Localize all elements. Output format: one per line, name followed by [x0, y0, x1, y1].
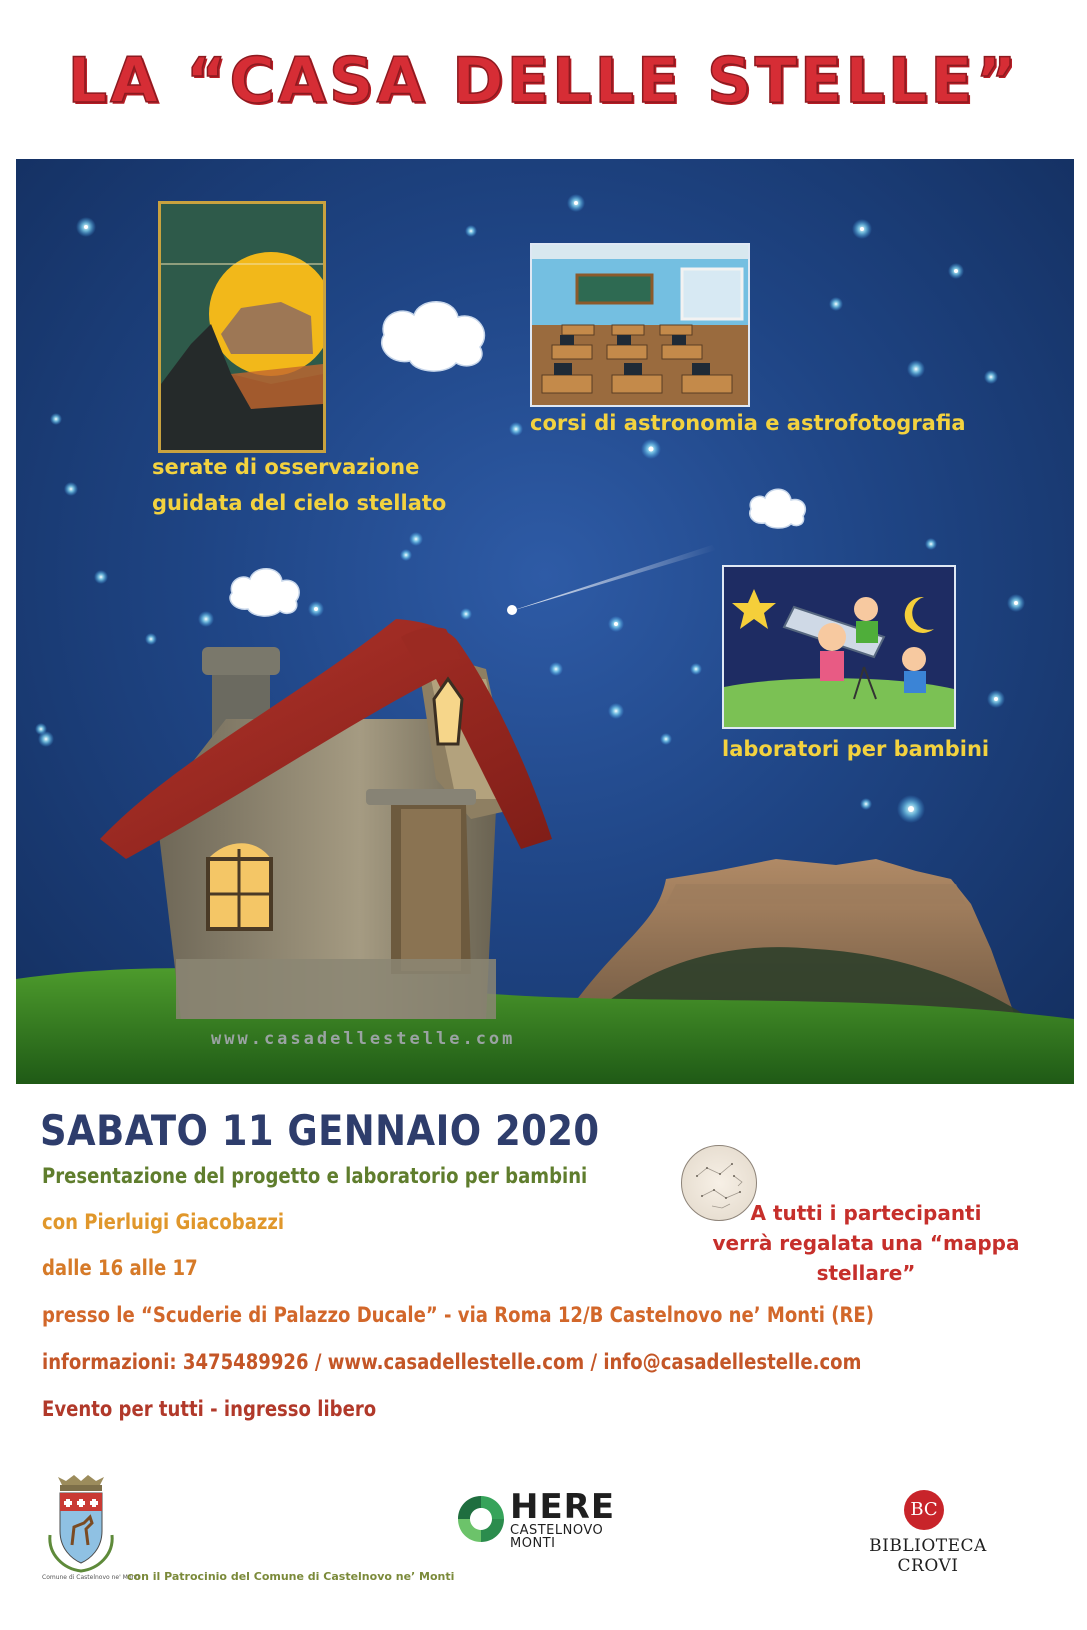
here-logo-subtitle: CASTELNOVO MONTI — [510, 1523, 604, 1551]
poster-art — [161, 204, 323, 450]
event-line-info: informazioni: 3475489926 / www.casadellestelle.com / info@casadellestelle.com — [42, 1350, 862, 1374]
here-logo-icon — [454, 1492, 508, 1546]
caption-workshops: laboratori per bambini — [722, 737, 990, 761]
crest-icon — [40, 1475, 122, 1575]
children-telescope-illustration — [722, 565, 956, 729]
here-logo-text: HERE — [510, 1487, 616, 1527]
bc-logo-name: BIBLIOTECA CROVI — [869, 1536, 987, 1576]
biblioteca-crovi-logo — [843, 1490, 1013, 1576]
shooting-star — [507, 545, 716, 615]
crest-caption: Comune di Castelnovo ne' Monti — [42, 1574, 140, 1581]
caption-courses: corsi di astronomia e astrofotografia — [530, 411, 966, 435]
patronage-text: con il Patrocinio del Comune di Castelnovo ne’ Monti — [127, 1570, 455, 1583]
caption-observation-line2: guidata del cielo stellato — [152, 491, 447, 515]
poster-title: LA “CASA DELLE STELLE” — [67, 44, 1020, 117]
bc-logo-icon: BC — [904, 1490, 944, 1530]
night-sky-scene — [16, 159, 1074, 1084]
osserviamo-poster — [158, 201, 326, 453]
event-date: SABATO 11 GENNAIO 2020 — [40, 1106, 600, 1155]
event-line-speaker: con Pierluigi Giacobazzi — [42, 1210, 285, 1234]
classroom-photo — [530, 243, 750, 407]
event-line-venue: presso le “Scuderie di Palazzo Ducale” - via Roma 12/B Castelnovo ne’ Monti (RE) — [42, 1303, 874, 1327]
scene-website: www.casadellestelle.com — [211, 1029, 516, 1049]
caption-observation-line1: serate di osservazione — [152, 455, 420, 479]
house-illustration — [100, 619, 552, 1019]
here-castelnovo-logo — [454, 1487, 634, 1551]
gift-line1: A tutti i partecipanti — [750, 1201, 982, 1225]
event-line-free-entry: Evento per tutti - ingresso libero — [42, 1397, 377, 1421]
gift-line2: verrà regalata una “mappa stellare” — [712, 1231, 1020, 1285]
event-line-presentation: Presentazione del progetto e laboratorio per bambini — [42, 1164, 588, 1188]
event-line-time: dalle 16 alle 17 — [42, 1256, 198, 1280]
